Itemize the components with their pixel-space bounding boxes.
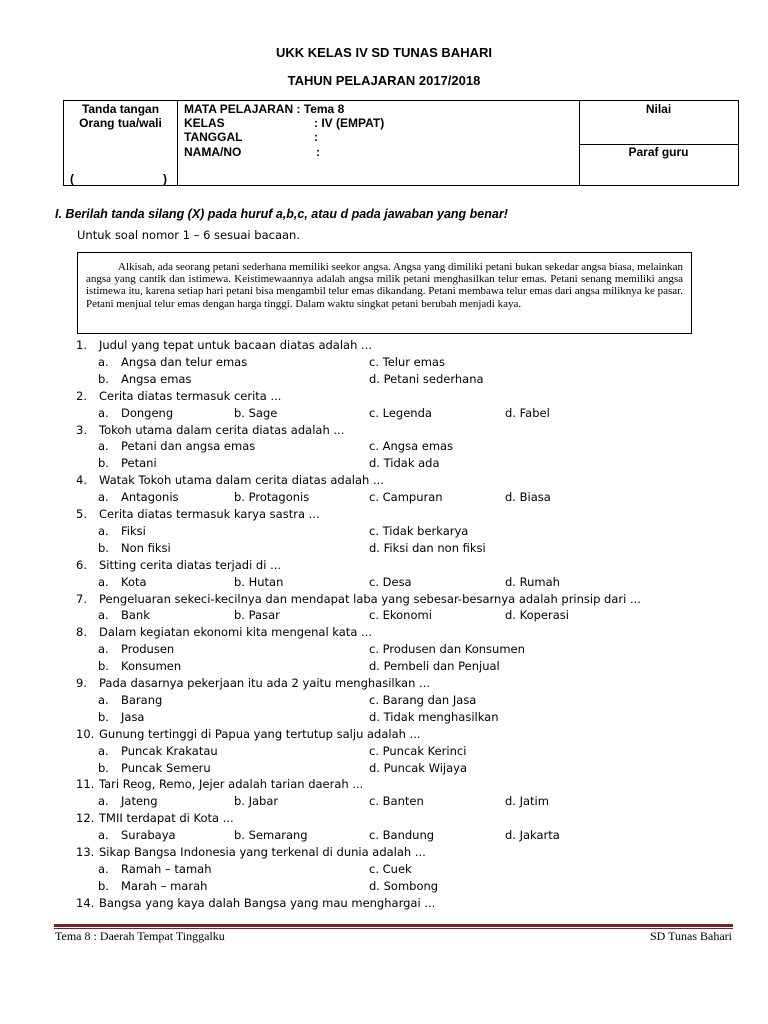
- question-number: 9.: [76, 676, 87, 690]
- question-text: Watak Tokoh utama dalam cerita diatas adalah ...: [99, 473, 384, 488]
- option-c: c. Puncak Kerinci: [369, 743, 467, 758]
- option-letter: b.: [98, 540, 109, 555]
- question-text: Dalam kegiatan ekonomi kita mengenal kata ...: [99, 625, 372, 640]
- question-number: 6.: [76, 557, 87, 572]
- section-heading: I. Berilah tanda silang (X) pada huruf a,b,c, atau d pada jawaban yang benar!: [55, 207, 508, 221]
- option-d: d. Sombong: [369, 878, 439, 893]
- option-d: d. Petani sederhana: [369, 371, 484, 386]
- student-info-table: [63, 100, 739, 186]
- option-d: d. Pembeli dan Penjual: [369, 659, 500, 674]
- option-b: b. Protagonis: [234, 490, 310, 505]
- class-value: : IV (EMPAT): [314, 116, 385, 130]
- question-text: Tari Reog, Remo, Jejer adalah tarian daerah ...: [99, 777, 364, 792]
- option-c: c. Campuran: [369, 490, 443, 505]
- table-divider: [177, 101, 178, 185]
- option-letter: a.: [98, 608, 109, 623]
- question-number: 13.: [76, 845, 95, 859]
- option-d: d. Fiksi dan non fiksi: [369, 540, 486, 555]
- footer-rule: [54, 924, 733, 927]
- question-text: Pengeluaran sekeci-kecilnya dan mendapat laba yang sebesar-besarnya adalah prinsip dari ...: [99, 591, 641, 606]
- question-number: 14.: [76, 895, 95, 910]
- option-d: d. Puncak Wijaya: [369, 760, 468, 775]
- option-letter: a.: [98, 574, 109, 589]
- option-letter: a.: [98, 490, 109, 505]
- option-a: Angsa dan telur emas: [121, 354, 248, 369]
- option-c: c. Desa: [369, 574, 412, 589]
- option-d: d. Tidak ada: [369, 456, 440, 471]
- option-d: d. Biasa: [505, 490, 551, 505]
- option-letter: a.: [98, 439, 109, 454]
- option-a: Bank: [121, 608, 150, 623]
- date-label: TANGGAL: [184, 130, 243, 144]
- option-d: d. Tidak menghasilkan: [369, 709, 499, 724]
- question-text: Judul yang tepat untuk bacaan diatas adalah ...: [99, 338, 373, 352]
- option-c: c. Produsen dan Konsumen: [369, 642, 525, 657]
- option-b: Angsa emas: [121, 371, 192, 386]
- option-a: Jateng: [121, 794, 158, 809]
- option-letter: a.: [98, 354, 109, 369]
- name-value: :: [316, 145, 320, 159]
- option-d: d. Rumah: [505, 574, 560, 589]
- option-d: d. Jatim: [505, 794, 549, 809]
- option-letter: a.: [98, 523, 109, 538]
- question-text: Cerita diatas termasuk cerita ...: [99, 388, 282, 403]
- question-number: 7.: [76, 591, 87, 606]
- question-number: 10.: [76, 726, 95, 741]
- question-text: Sitting cerita diatas terjadi di ...: [99, 557, 282, 572]
- question-text: Bangsa yang kaya dalah Bangsa yang mau menghargai ...: [99, 895, 436, 910]
- question-text: Gunung tertinggi di Papua yang tertutup salju adalah ...: [99, 726, 421, 741]
- question-number: 5.: [76, 507, 87, 521]
- date-value: :: [314, 130, 318, 144]
- option-c: c. Telur emas: [369, 354, 445, 369]
- reading-intro: Untuk soal nomor 1 – 6 sesuai bacaan.: [77, 228, 300, 242]
- option-c: c. Cuek: [369, 861, 412, 876]
- option-b: Puncak Semeru: [121, 760, 211, 775]
- option-a: Petani dan angsa emas: [121, 439, 256, 454]
- option-a: Puncak Krakatau: [121, 743, 218, 758]
- subject-field: MATA PELAJARAN : Tema 8: [184, 102, 345, 116]
- option-b: Marah – marah: [121, 878, 208, 893]
- option-b: Non fiksi: [121, 540, 171, 555]
- option-c: c. Bandung: [369, 828, 435, 843]
- option-b: b. Hutan: [234, 574, 284, 589]
- option-letter: a.: [98, 861, 109, 876]
- option-a: Surabaya: [121, 828, 176, 843]
- option-b: b. Pasar: [234, 608, 280, 623]
- school-year-title: TAHUN PELAJARAN 2017/2018: [287, 73, 481, 88]
- option-letter: b.: [98, 371, 109, 386]
- option-d: d. Jakarta: [505, 828, 560, 843]
- option-d: d. Fabel: [505, 405, 550, 420]
- option-a: Dongeng: [121, 405, 174, 420]
- document-title: UKK KELAS IV SD TUNAS BAHARI: [276, 45, 492, 60]
- option-letter: a.: [98, 794, 109, 809]
- option-b: Petani: [121, 456, 157, 471]
- option-b: b. Semarang: [234, 828, 308, 843]
- signature-paren-open: (: [70, 172, 74, 186]
- name-label: NAMA/NO: [184, 145, 242, 159]
- option-c: c. Banten: [369, 794, 424, 809]
- question-text: Sikap Bangsa Indonesia yang terkenal di dunia adalah ...: [99, 845, 426, 859]
- option-c: c. Barang dan Jasa: [369, 692, 477, 707]
- option-letter: b.: [98, 760, 109, 775]
- signature-paren-close: ): [163, 172, 167, 186]
- option-letter: b.: [98, 659, 109, 674]
- question-number: 4.: [76, 473, 87, 488]
- question-number: 12.: [76, 811, 95, 826]
- reading-passage: Alkisah, ada seorang petani sederhana memiliki seekor angsa. Angsa yang dimiliki petani bukan sekedar angsa biasa, melainkan angsa yang cantik dan istimewa. Keistimewaannya adalah angsa milik petani menghasilkan telur emas. Petani senang memiliki angsa istimewa itu, karena setiap hari petani bisa mengambil telur emas dikandang. Petani membawa telur emas dari angsa miliknya ke pasar. Petani menjual telur emas dengan harga tinggi. Dalam waktu singkat petani berubah menjadi kaya.: [77, 252, 692, 334]
- option-letter: a.: [98, 692, 109, 707]
- option-b: Konsumen: [121, 659, 182, 674]
- footer-theme: Tema 8 : Daerah Tempat Tinggalku: [55, 929, 225, 943]
- option-letter: b.: [98, 456, 109, 471]
- question-number: 11.: [76, 777, 95, 792]
- question-number: 8.: [76, 625, 87, 640]
- option-c: c. Tidak berkarya: [369, 523, 469, 538]
- option-letter: a.: [98, 405, 109, 420]
- option-a: Antagonis: [121, 490, 179, 505]
- option-c: c. Angsa emas: [369, 439, 454, 454]
- question-number: 1.: [76, 338, 87, 352]
- option-letter: a.: [98, 642, 109, 657]
- option-a: Produsen: [121, 642, 175, 657]
- option-letter: b.: [98, 709, 109, 724]
- question-text: Tokoh utama dalam cerita diatas adalah ...: [99, 422, 345, 437]
- question-text: Pada dasarnya pekerjaan itu ada 2 yaitu menghasilkan ...: [99, 676, 431, 690]
- question-text: Cerita diatas termasuk karya sastra ...: [99, 507, 320, 521]
- option-letter: a.: [98, 828, 109, 843]
- option-letter: b.: [98, 878, 109, 893]
- signature-label-sub: Orang tua/wali: [79, 116, 162, 130]
- footer-school: SD Tunas Bahari: [649, 929, 732, 943]
- option-d: d. Koperasi: [505, 608, 569, 623]
- option-b: b. Sage: [234, 405, 278, 420]
- option-c: c. Ekonomi: [369, 608, 432, 623]
- question-number: 3.: [76, 422, 87, 437]
- question-text: TMII terdapat di Kota ...: [99, 811, 234, 826]
- teacher-initials-label: Paraf guru: [628, 145, 689, 159]
- option-b: b. Jabar: [234, 794, 279, 809]
- option-c: c. Legenda: [369, 405, 432, 420]
- question-number: 2.: [76, 388, 87, 403]
- signature-label: Tanda tangan: [81, 102, 160, 116]
- option-a: Ramah – tamah: [121, 861, 212, 876]
- option-b: Jasa: [121, 709, 145, 724]
- option-letter: a.: [98, 743, 109, 758]
- score-label: Nilai: [645, 102, 672, 116]
- class-label: KELAS: [184, 116, 225, 130]
- option-a: Fiksi: [121, 523, 146, 538]
- option-a: Barang: [121, 692, 163, 707]
- option-a: Kota: [121, 574, 147, 589]
